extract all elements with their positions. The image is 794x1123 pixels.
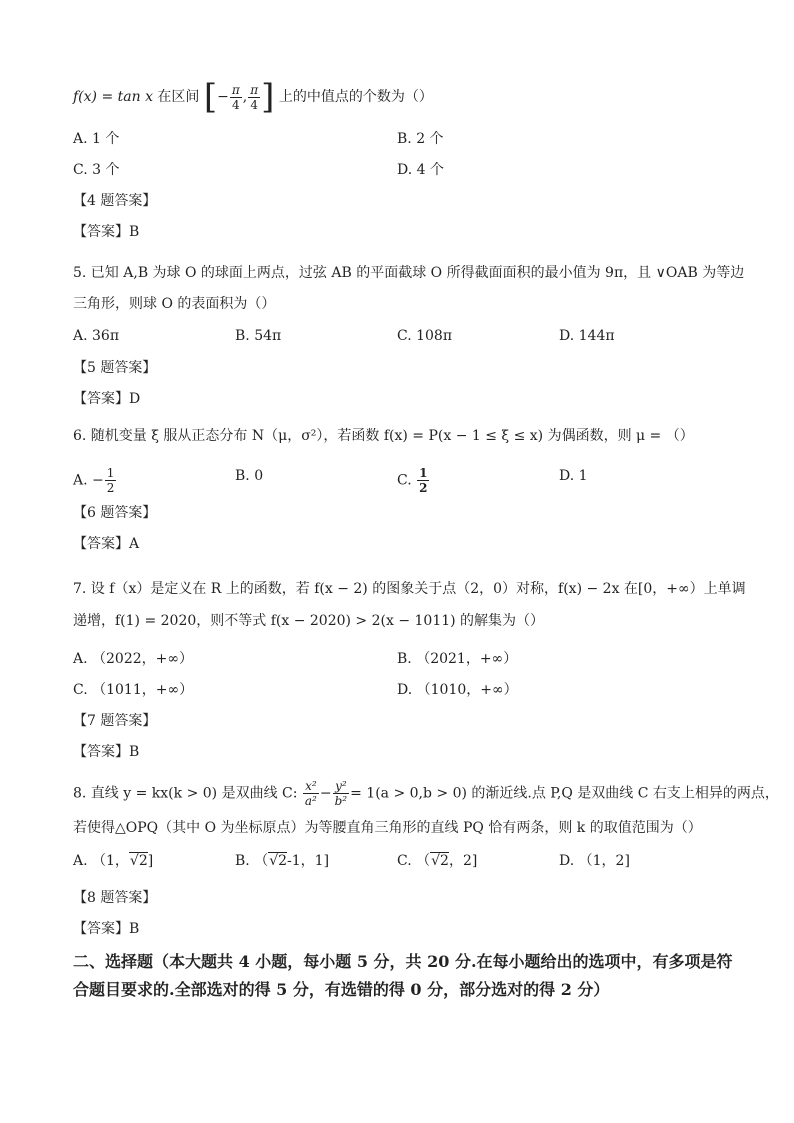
q8-option-c: C. （√2，2]	[397, 853, 478, 869]
q7-answer-tag: 【7 题答案】	[73, 713, 157, 729]
q4-fraction-right: $\frac{\pi}{4}$	[250, 82, 259, 112]
q4-function: f(x) = tan x	[73, 89, 153, 105]
q6-option-a: A. − $\frac{1}{2}$	[73, 466, 115, 495]
q6-fraction-a: $\frac{1}{2}$	[106, 466, 115, 495]
section-2-heading: 二、选择题（本大题共 4 小题，每小题 5 分，共 20 分.在每小题给出的选项中，有多项是符合题目要求的.全部选对的得 5 分，有选错的得 0 分，部分选对的得 2 分）	[73, 952, 733, 999]
q7-stem-line2: 递增，f(1) = 2020，则不等式 f(x − 2020) > 2(x − 1011) 的解集为（）	[73, 613, 545, 629]
q5-answer: 【答案】D	[73, 391, 141, 407]
q4-stem-mid: 在区间	[157, 89, 200, 105]
q7-option-d: D. （1010，+∞）	[397, 682, 518, 698]
q8-answer-tag: 【8 题答案】	[73, 890, 157, 906]
q8-option-a: A. （1，√2]	[73, 853, 154, 869]
q4-option-a: A. 1 个	[73, 131, 120, 147]
q4-answer: 【答案】B	[73, 224, 140, 240]
sqrt-icon: √2	[129, 853, 148, 869]
q4-option-d: D. 4 个	[397, 162, 444, 178]
q6-stem: 6. 随机变量 ξ 服从正态分布 N（μ，σ²），若函数 f(x) = P(x − 1 ≤ ξ ≤ x) 为偶函数，则 μ = （）	[73, 428, 694, 444]
q7-stem-line1: 7. 设 f（x）是定义在 R 上的函数，若 f(x − 2) 的图象关于点（2，0）对称，f(x) − 2x 在[0，+∞）上单调	[73, 581, 746, 597]
q4-option-c: C. 3 个	[73, 162, 120, 178]
q5-stem-line2: 三角形，则球 O 的表面积为（）	[73, 296, 276, 312]
q4-answer-tag: 【4 题答案】	[73, 193, 157, 209]
q6-option-c: C. $\frac{1}{2}$	[397, 466, 428, 495]
q5-answer-tag: 【5 题答案】	[73, 360, 157, 376]
q5-stem-line1: 5. 已知 A,B 为球 O 的球面上两点，过弦 AB 的平面截球 O 所得截面面积的最小值为 9π，且 ∨OAB 为等边	[73, 265, 745, 281]
q5-option-d: D. 144π	[559, 328, 615, 344]
q8-option-d: D. （1，2]	[559, 853, 630, 869]
sqrt-icon: √2	[431, 853, 449, 869]
q8-fraction-x: $\frac{\text{x²}}{\text{a²}}$	[304, 779, 317, 808]
sqrt-icon: √2	[269, 853, 288, 869]
q6-option-d: D. 1	[559, 468, 588, 484]
q7-option-b: B. （2021，+∞）	[397, 651, 518, 667]
q5-option-a: A. 36π	[73, 328, 120, 344]
q6-answer: 【答案】A	[73, 536, 140, 552]
q8-stem-line1: 8. 直线 y = kx(k > 0) 是双曲线 C: $\frac{\text{x²}}{\text{a²}}$ − $\frac{\text{y²}}{\text{b²}}$ = 1(a > 0,b > 0) 的渐近线.点 P,Q 是双曲线 C 右支上相异的两点，	[73, 779, 779, 808]
q7-option-a: A. （2022，+∞）	[73, 651, 194, 667]
q6-fraction-c: $\frac{1}{2}$	[419, 466, 428, 495]
q8-stem-line2: 若使得△OPQ（其中 O 为坐标原点）为等腰直角三角形的直线 PQ 恰有两条，则 k 的取值范围为（）	[73, 820, 702, 836]
q8-answer: 【答案】B	[73, 921, 140, 937]
q4-stem-suffix: 上的中值点的个数为（）	[278, 89, 433, 105]
q8-option-b: B. （√2-1，1]	[235, 853, 330, 869]
q7-option-c: C. （1011，+∞）	[73, 682, 194, 698]
q6-option-b: B. 0	[235, 468, 264, 484]
right-bracket-icon: ]	[261, 77, 275, 117]
q4-stem: f(x) = tan x 在区间 [− $\frac{\pi}{4}$ , $\frac{\pi}{4}$ ] 上的中值点的个数为（）	[73, 77, 433, 117]
q8-fraction-y: $\frac{\text{y²}}{\text{b²}}$	[334, 779, 348, 808]
q4-fraction-left: $\frac{\pi}{4}$	[231, 82, 240, 112]
q6-answer-tag: 【6 题答案】	[73, 505, 157, 521]
q4-option-b: B. 2 个	[397, 131, 444, 147]
q5-option-c: C. 108π	[397, 328, 453, 344]
left-bracket-icon: [	[203, 77, 218, 117]
q7-answer: 【答案】B	[73, 744, 140, 760]
q4-minus: −	[217, 89, 229, 105]
q5-option-b: B. 54π	[235, 328, 282, 344]
